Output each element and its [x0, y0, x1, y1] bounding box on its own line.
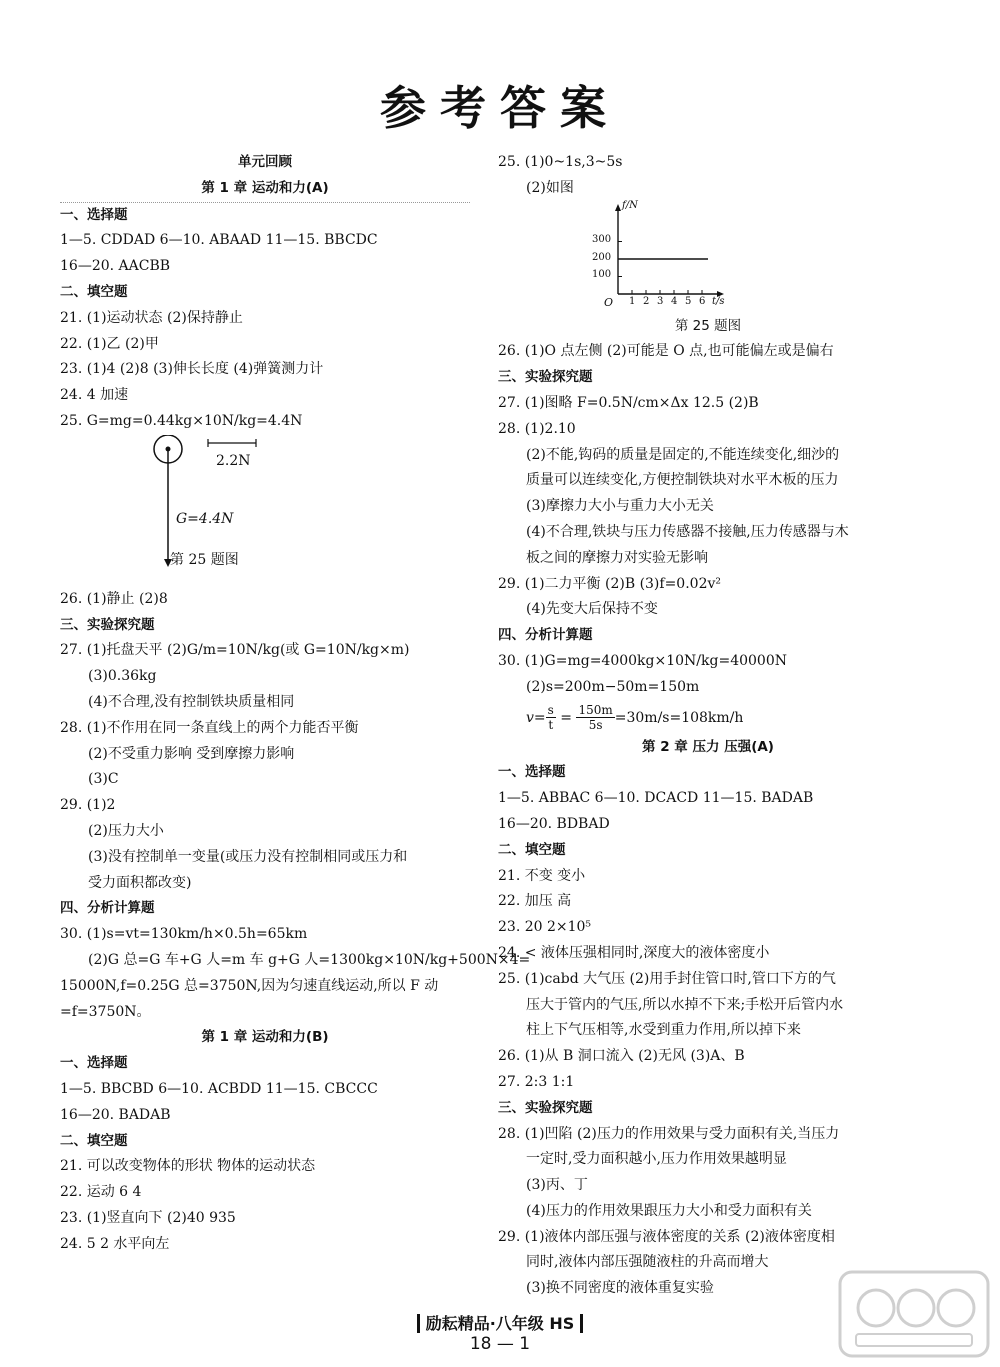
text-line: (3)0.36kg	[88, 668, 157, 685]
text-line: 1—5. ABBAC 6—10. DCACD 11—15. BADAB	[498, 790, 814, 807]
speed-formula	[498, 701, 918, 735]
text-line: 一定时,受力面积越小,压力作用效果越明显	[526, 1151, 787, 1168]
text-line: 三、实验探究题	[498, 369, 593, 386]
text-line: 16—20. BADAB	[60, 1106, 171, 1123]
text-line: 21. (1)运动状态 (2)保持静止	[60, 309, 243, 326]
x-tick-label: 5	[685, 295, 692, 307]
text-line: (2)如图	[526, 179, 574, 196]
text-line: (2)压力大小	[88, 822, 164, 839]
text-line: 二、填空题	[60, 283, 128, 300]
text-line: (4)不合理,没有控制铁块质量相同	[88, 693, 295, 710]
fraction-values: $\frac{150m}{5s}$	[578, 703, 613, 733]
left-column	[60, 150, 531, 1257]
x-tick-label: 2	[643, 295, 650, 307]
right-block-2	[498, 339, 918, 700]
text-line: 压大于管内的气压,所以水掉不下来;手松开后管内水	[526, 996, 844, 1013]
force-label: G=4.4N	[176, 510, 234, 527]
text-line: 27. (1)图略 F=0.5N/cm×Δx 12.5 (2)B	[498, 394, 759, 411]
text-line: (3)摩擦力大小与重力大小无关	[526, 498, 714, 515]
text-line: 24. 4 加速	[60, 387, 129, 404]
y-tick-label: 100	[592, 269, 612, 281]
text-line: 22. 加压 高	[498, 893, 572, 910]
text-line: 23. (1)竖直向下 (2)40 935	[60, 1209, 236, 1226]
text-line: 27. (1)托盘天平 (2)G/m=10N/kg(或 G=10N/kg×m)	[60, 642, 410, 659]
formula-result: =30m/s=108km/h	[614, 709, 744, 726]
text-line: 三、实验探究题	[498, 1099, 593, 1116]
text-line: 受力面积都改变)	[88, 874, 192, 891]
text-line: 第 1 章 运动和力(B)	[201, 1029, 329, 1046]
friction-time-graph	[498, 199, 918, 314]
text-line: 28. (1)凹陷 (2)压力的作用效果与受力面积有关,当压力	[498, 1125, 840, 1142]
text-line: (2)s=200m−50m=150m	[526, 678, 700, 695]
right-block-1	[498, 150, 918, 202]
graph-caption: 第 25 题图	[674, 317, 742, 334]
y-tick-label: 200	[592, 251, 612, 263]
text-line: 29. (1)液体内部压强与液体密度的关系 (2)液体密度相	[498, 1228, 835, 1245]
text-line: 26. (1)O 点左侧 (2)可能是 O 点,也可能偏左或是偏右	[498, 343, 834, 360]
right-column	[498, 150, 918, 1302]
text-line: 30. (1)s=vt=130km/h×0.5h=65km	[60, 926, 308, 943]
text-line: 16—20. AACBB	[60, 258, 171, 275]
footer-brand: 励耘精品·八年级 HS	[0, 1311, 1000, 1334]
text-line: 23. 20 2×10⁵	[498, 919, 592, 936]
text-line: 一、选择题	[60, 206, 128, 223]
formula-eq: =	[560, 709, 572, 726]
text-line: 29. (1)2	[60, 797, 116, 814]
figure-25-graph	[498, 199, 918, 314]
text-line: 1—5. CDDAD 6—10. ABAAD 11—15. BBCDC	[60, 232, 378, 249]
text-line: 28. (1)不作用在同一条直线上的两个力能否平衡	[60, 719, 359, 736]
text-line: (4)先变大后保持不变	[526, 601, 658, 618]
graph-ylabel: f/N	[622, 199, 638, 211]
text-line: (2)不能,钩码的质量是固定的,不能连续变化,细沙的	[526, 446, 840, 463]
x-tick-label: 1	[629, 295, 636, 307]
text-line: 26. (1)从 B 洞口流入 (2)无风 (3)A、B	[498, 1048, 745, 1065]
graph-ticks	[618, 241, 702, 294]
text-line: 24. < 液体压强相同时,深度大的液体密度小	[498, 944, 770, 961]
left-block-2	[60, 587, 531, 1258]
text-line: 21. 不变 变小	[498, 867, 586, 884]
text-line: (3)换不同密度的液体重复实验	[526, 1280, 714, 1297]
text-line: 柱上下气压相等,水受到重力作用,所以掉下来	[526, 1022, 801, 1039]
y-tick-label: 300	[592, 234, 612, 246]
text-line: =f=3750N。	[60, 1003, 151, 1020]
scale-label: 2.2N	[216, 452, 251, 469]
text-line: 15000N,f=0.25G 总=3750N,因为匀速直线运动,所以 F 动	[60, 977, 439, 994]
text-line: 一、选择题	[60, 1055, 128, 1072]
text-line: 25. (1)0~1s,3~5s	[498, 154, 623, 170]
text-line: (2)不受重力影响 受到摩擦力影响	[88, 745, 295, 762]
text-line: (3)没有控制单一变量(或压力没有控制相同或压力和	[88, 848, 408, 865]
text-line: 板之间的摩擦力对实验无影响	[526, 549, 708, 566]
left-block-1	[60, 150, 470, 435]
text-line: 22. (1)乙 (2)甲	[60, 335, 159, 352]
text-line: 第 2 章 压力 压强(A)	[642, 738, 774, 755]
page-title: 参考答案	[380, 81, 620, 135]
text-line: (3)C	[88, 771, 119, 788]
watermark-logo	[836, 1268, 992, 1360]
text-line: 16—20. BDBAD	[498, 815, 610, 832]
x-tick-label: 3	[657, 295, 664, 307]
text-line: (3)丙、丁	[526, 1177, 588, 1194]
text-line: 21. 可以改变物体的形状 物体的运动状态	[60, 1158, 316, 1175]
text-line: 27. 2:3 1:1	[498, 1073, 575, 1090]
page-number: 18 — 1	[469, 1334, 531, 1354]
text-line: 单元回顾	[238, 154, 292, 170]
text-line: 24. 5 2 水平向左	[60, 1235, 170, 1252]
text-line: 第 1 章 运动和力(A)	[60, 176, 470, 203]
x-tick-label: 4	[671, 295, 678, 307]
x-tick-label: 6	[699, 295, 706, 307]
figure-25-caption: 第 25 题图	[170, 551, 239, 568]
text-line: (4)压力的作用效果跟压力大小和受力面积有关	[526, 1202, 812, 1219]
figure-25-force	[60, 435, 470, 587]
right-block-3	[498, 735, 918, 1303]
force-diagram	[60, 435, 470, 587]
text-line: 29. (1)二力平衡 (2)B (3)f=0.02v²	[498, 575, 722, 592]
text-line: 1—5. BBCBD 6—10. ACBDD 11—15. CBCCC	[60, 1080, 378, 1097]
text-line: 23. (1)4 (2)8 (3)伸长长度 (4)弹簧测力计	[60, 361, 324, 378]
formula-v: v=	[526, 709, 546, 726]
text-line: 22. 运动 6 4	[60, 1184, 142, 1201]
text-line: 二、填空题	[498, 841, 566, 858]
text-line: 30. (1)G=mg=4000kg×10N/kg=40000N	[498, 652, 787, 669]
text-line: 26. (1)静止 (2)8	[60, 590, 168, 607]
text-line: 一、选择题	[498, 764, 566, 781]
text-line: (2)G 总=G 车+G 人=m 车 g+G 人=1300kg×10N/kg+500N×4=	[88, 951, 531, 968]
text-line: 同时,液体内部压强随液柱的升高而增大	[526, 1254, 769, 1271]
graph-origin: O	[604, 295, 614, 309]
fraction-st: $\frac{s}{t}$	[547, 703, 554, 733]
text-line: (4)不合理,铁块与压力传感器不接触,压力传感器与木	[526, 523, 849, 540]
text-line: 28. (1)2.10	[498, 420, 576, 437]
text-line: 25. (1)cabd 大气压 (2)用手封住管口时,管口下方的气	[498, 970, 836, 987]
text-line: 二、填空题	[60, 1132, 128, 1149]
graph-xlabel: t/s	[712, 295, 725, 307]
text-line: 25. G=mg=0.44kg×10N/kg=4.4N	[60, 412, 303, 429]
text-line: 四、分析计算题	[60, 900, 155, 917]
text-line: 三、实验探究题	[60, 616, 155, 633]
text-line: 四、分析计算题	[498, 627, 593, 644]
text-line: 质量可以连续变化,方便控制铁块对水平木板的压力	[526, 472, 839, 489]
